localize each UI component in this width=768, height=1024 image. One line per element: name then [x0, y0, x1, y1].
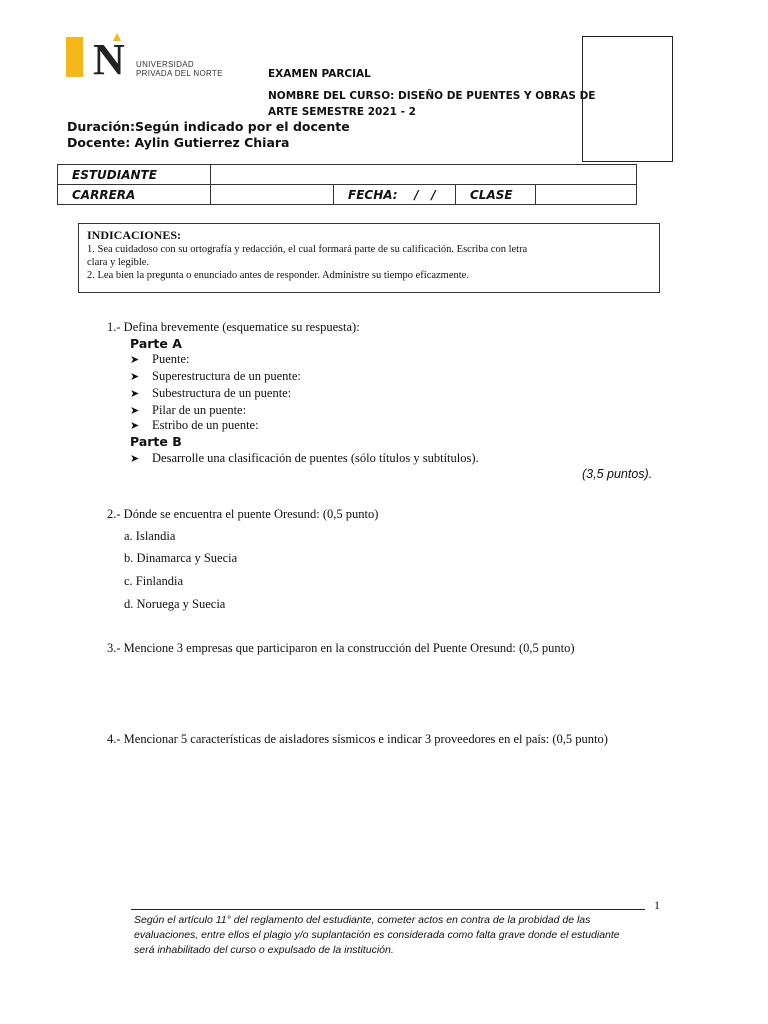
footer-rule: [131, 909, 645, 910]
arrow-bullet-icon: ➤: [130, 404, 140, 417]
logo-accent-icon: [113, 33, 121, 41]
list-item: ➤ Superestructura de un puente:: [130, 369, 301, 383]
question-2: 2.- Dónde se encuentra el puente Oresund: (0,5 punto): [107, 507, 379, 521]
course-name-line1: NOMBRE DEL CURSO: DISEÑO DE PUENTES Y OBRAS DE: [268, 90, 596, 102]
option-c: c. Finlandia: [124, 574, 184, 588]
instruction-1-line1: 1. Sea cuidadoso con su ortografía y redacción, el cual formará parte de su calificación. Escriba con letra: [87, 244, 528, 255]
arrow-bullet-icon: ➤: [130, 353, 140, 366]
student-label: ESTUDIANTE: [58, 165, 211, 185]
class-field[interactable]: [536, 185, 637, 205]
instructions-box: [78, 223, 660, 293]
course-name-line2: ARTE SEMESTRE 2021 - 2: [268, 106, 416, 118]
arrow-bullet-icon: ➤: [130, 387, 140, 400]
arrow-bullet-icon: ➤: [130, 370, 140, 383]
option-d: d. Noruega y Suecia: [124, 597, 226, 611]
logo-yellow-bar: [66, 37, 83, 77]
question-3: 3.- Mencione 3 empresas que participaron en la construcción del Puente Oresund: (0,5 punto): [107, 641, 575, 655]
part-b-heading: Parte B: [130, 434, 182, 449]
career-field[interactable]: [211, 185, 334, 205]
part-a-heading: Parte A: [130, 336, 182, 351]
exam-type: EXAMEN PARCIAL: [268, 68, 371, 80]
list-item: ➤ Estribo de un puente:: [130, 418, 259, 432]
arrow-bullet-icon: ➤: [130, 452, 140, 465]
logo-n-icon: N: [93, 35, 125, 84]
page-number: 1: [654, 898, 660, 912]
footer-note-line3: será inhabilitado del curso o expulsado de la institución.: [134, 944, 394, 956]
photo-box: [582, 36, 673, 162]
option-b: b. Dinamarca y Suecia: [124, 551, 238, 565]
logo-line2: PRIVADA DEL NORTE: [136, 69, 223, 78]
duration: Duración:Según indicado por el docente: [67, 119, 350, 134]
instructions-title: INDICACIONES:: [87, 228, 182, 242]
arrow-bullet-icon: ➤: [130, 419, 140, 432]
footer-note-line2: evaluaciones, entre ellos el plagio y/o suplantación es considerada como falta grave donde el estudiante: [134, 929, 620, 941]
date-field[interactable]: [334, 185, 456, 205]
footer-note: [134, 913, 674, 958]
list-item: ➤ Desarrolle una clasificación de puentes (sólo títulos y subtítulos).: [130, 451, 479, 465]
option-a: a. Islandia: [124, 529, 176, 543]
instruction-2: 2. Lea bien la pregunta o enunciado antes de responder. Administre su tiempo eficazmente.: [87, 270, 469, 281]
instruction-1-line2: clara y legible.: [87, 257, 150, 268]
date-slashes: / /: [414, 187, 436, 202]
student-field[interactable]: [211, 165, 637, 185]
question-4: 4.- Mencionar 5 características de aisladores sísmicos e indicar 3 proveedores en el país: (0,5 punto): [107, 732, 608, 746]
list-item: ➤ Subestructura de un puente:: [130, 386, 292, 400]
question-1-points: (3,5 puntos).: [582, 467, 653, 481]
date-label: FECHA:: [348, 187, 398, 202]
student-info-table: [57, 164, 637, 205]
footer-note-line1: Según el artículo 11° del reglamento del estudiante, cometer actos en contra de la probidad de las: [134, 914, 591, 926]
question-1: 1.- Defina brevemente (esquematice su respuesta):: [107, 320, 360, 334]
teacher: Docente: Aylin Gutierrez Chiara: [67, 135, 290, 150]
university-logo: [136, 60, 223, 78]
career-label: CARRERA: [58, 185, 211, 205]
list-item: ➤ Pilar de un puente:: [130, 403, 247, 417]
class-label: CLASE: [456, 185, 536, 205]
list-item: ➤ Puente:: [130, 352, 190, 366]
logo-line1: UNIVERSIDAD: [136, 60, 194, 69]
